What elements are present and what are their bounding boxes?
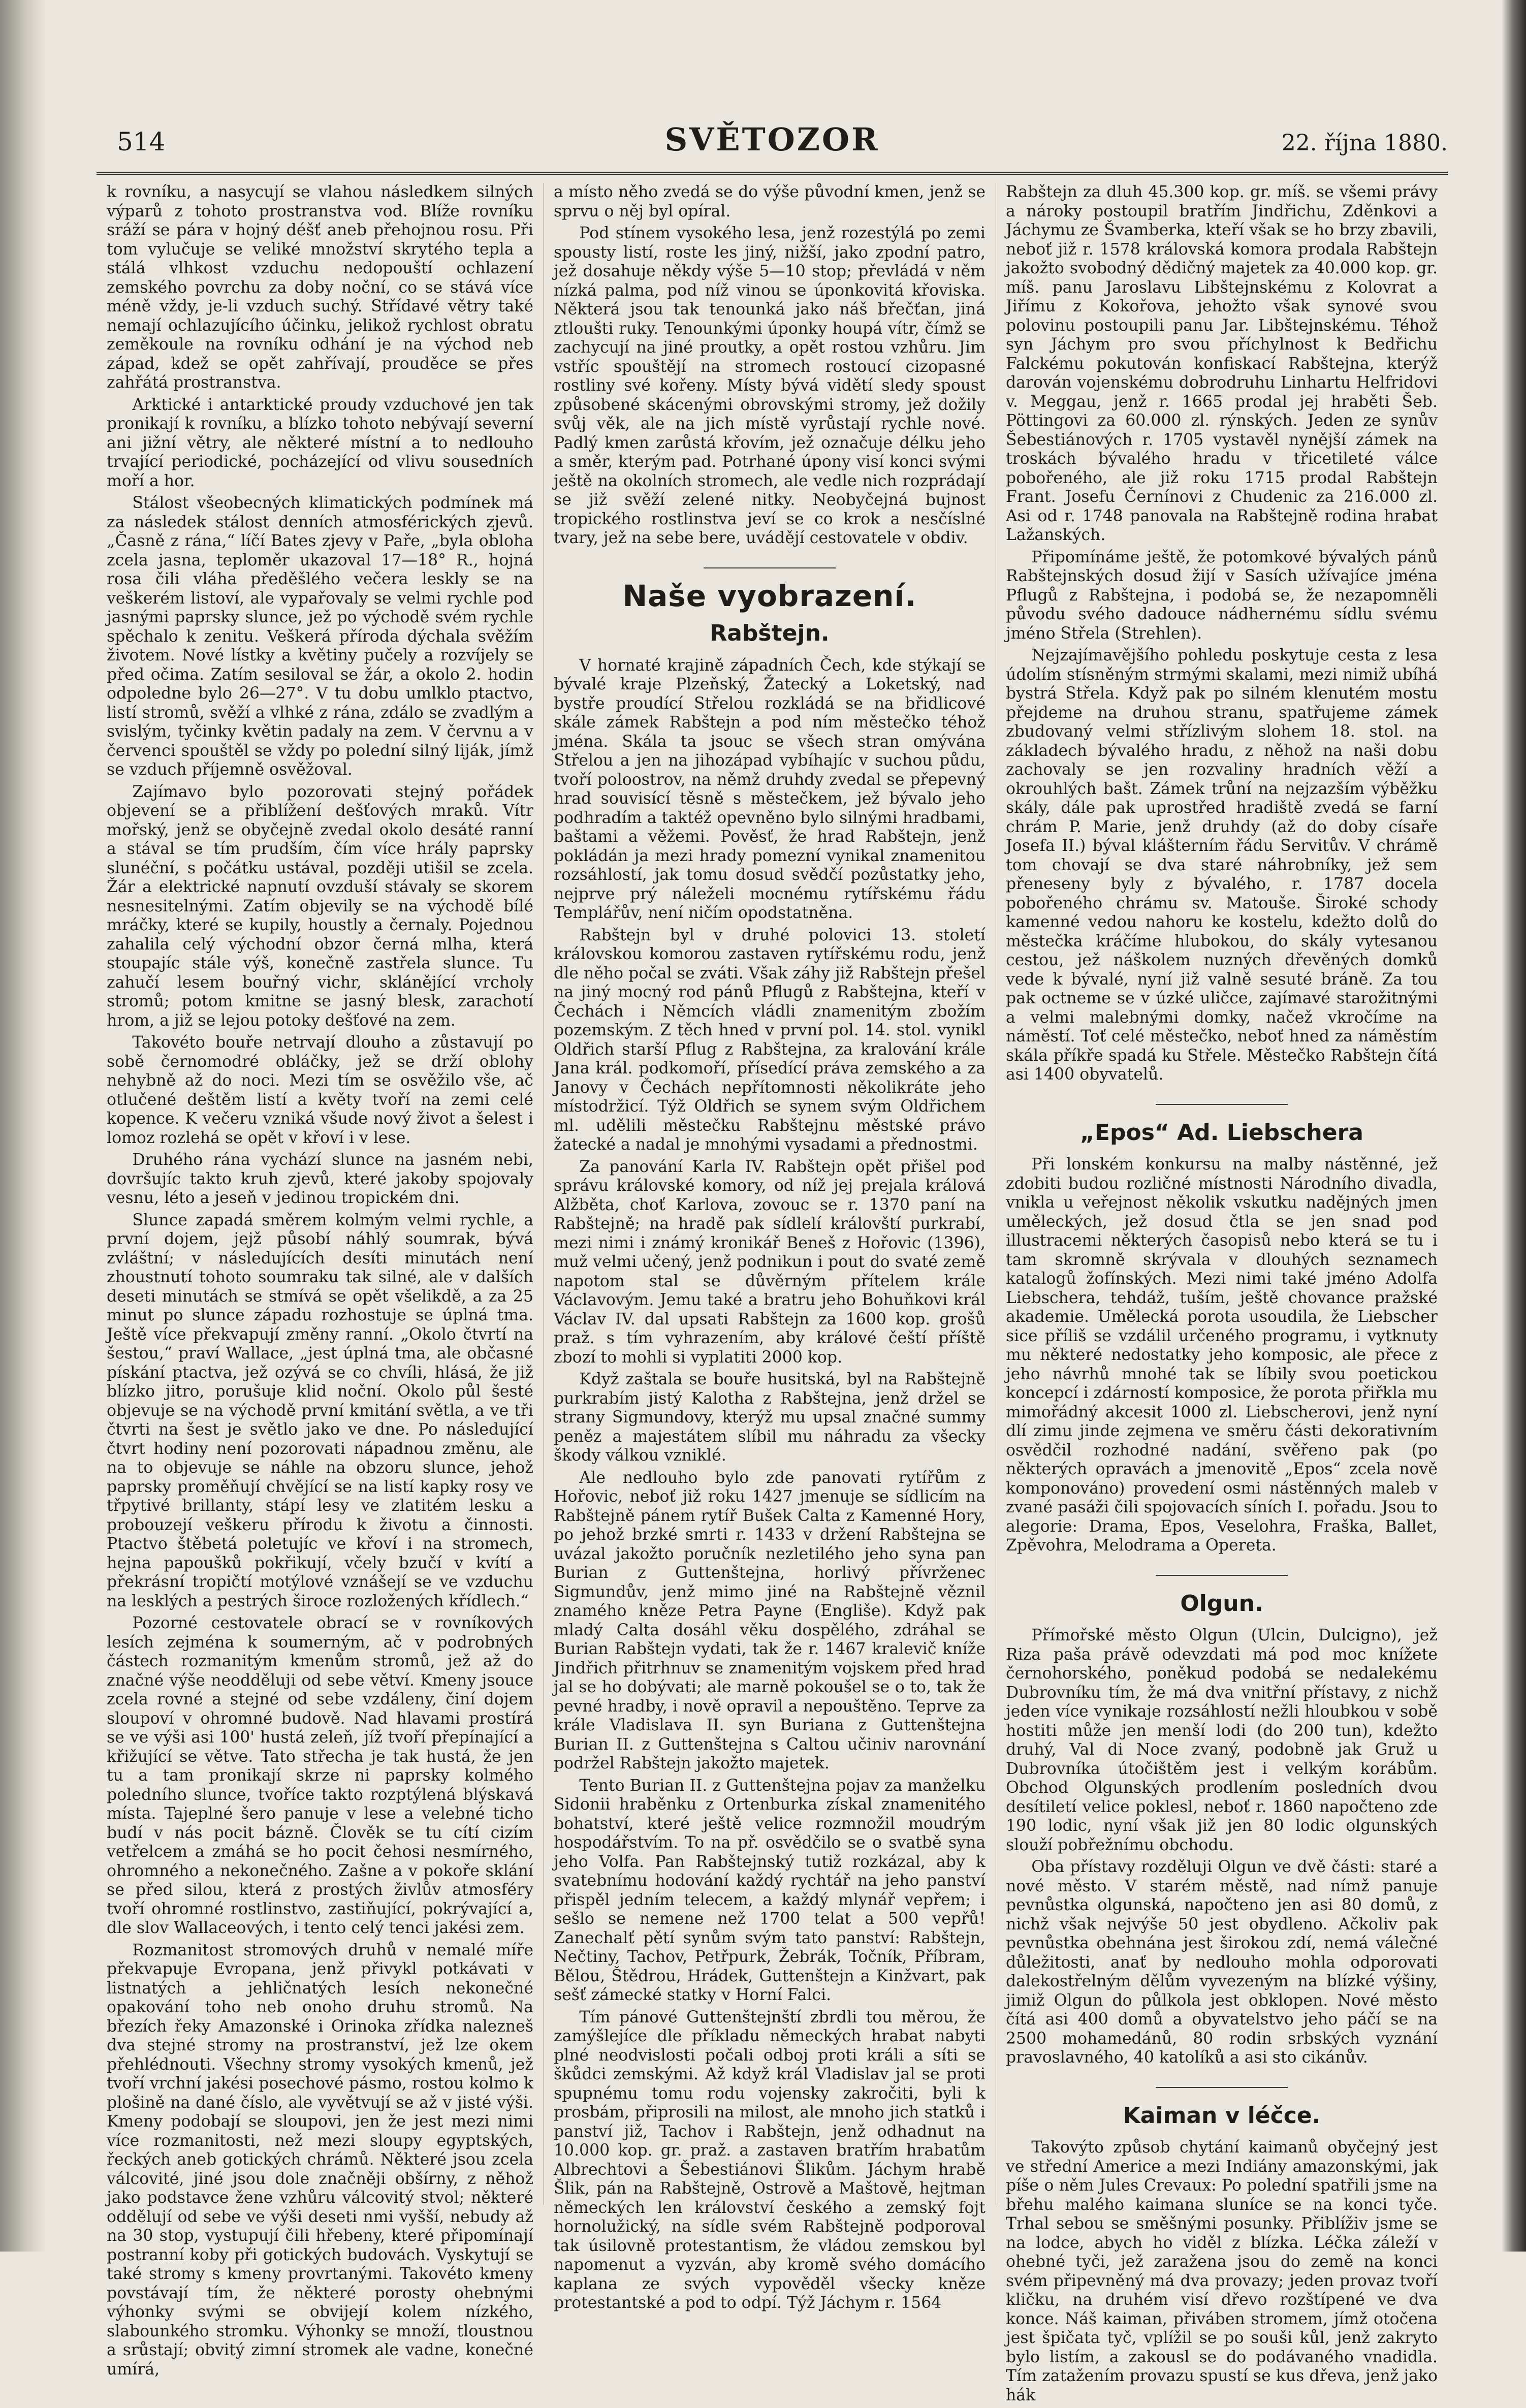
page-number: 514 xyxy=(117,127,166,156)
paragraph: Rabštejn byl v druhé polovici 13. století královskou komorou zastaven rytířskému rodu, jenž dle něho počal se zváti. Však záhy již Rabštejn přešel na jiný mocný rod pánů Pflugů z Rabštejna, kteří v Čechách i Němcích vládli znamenitým zbožím pozemským. Z těch hned v první pol. 14. stol. vynikl Oldřich starší Pflug z Rabštejna, za kralování krále Jana král. podkomoří, přísedící práva zemského a za Janovy v Čechách nepřítomnosti několikráte jeho místodržicí. Týž Oldřich se synem svým Oldřichem ml. udělili městečku Rabštejnu městské právo žatecké a nadal je mnohými vysadami a přednostmi. xyxy=(554,926,985,1154)
section-separator xyxy=(1156,1575,1288,1576)
paragraph: Pozorné cestovatele obrací se v rovníkových lesích zejména k soumerným, ač v podrobných částech rozmanitým kmenům stromů, jež až do značné výše neodděluji od sebe větví. Kmeny jsouce zcela rovné a stejné od sebe vzdáleny, činí dojem sloupoví v ohromné budově. Nad hlavami prostírá se ve výši asi 100' hustá zeleň, jíž tvoří přepínající a křižující se větve. Tato střecha je tak hustá, že jen tu a tam pronikají skrze ni paprsky kolmého poledního slunce, tvoříce takto rozptýlená blýskavá místa. Tajeplné šero panuje v lese a velebné ticho budí v nás pocit bázně. Člověk se tu cítí cizím vetřelcem a zmáhá se ho pocit čehosi nesmírného, ohromného a nekonečného. Zašne a v pokoře sklání se před silou, která z prostých živlův atmosféry tvoří ohromné rostlinstvo, zastiňující, pokrývající a, dle slov Wallaceových, i tento celý tenci jakési zem. xyxy=(107,1614,533,1937)
column-1 xyxy=(107,183,533,2382)
paragraph: Slunce zapadá směrem kolmým velmi rychle, a první dojem, jejž působí náhlý soumrak, bývá zvláštní; v následujících desíti minutách není zhoustnutí tohoto soumraku tak silné, ale v dalších deseti minutách se stmívá se opět všelikdě, a za 25 minut po slunce západu rozhostuje se úplná tma. Ještě více překvapují změny ranní. „Okolo čtvrtí na šestou,“ praví Wallace, „jest úplná tma, ale občasné pískání ptactva, jež ozývá se co chvíli, hlásá, že již blízko jitro, porušuje klid noční. Okolo půl šesté objevuje se na východě první kmitání světla, a ve tři čtvrti na šest je světlo jako ve dne. Po následující čtvrt hodiny není pozorovati nápadnou změnu, ale na to objevuje se náhle na obzoru slunce, jehož paprsky proměňují chvějící se na listí kapky rosy ve třpytivé brillanty, stápí lesy ve zlatitém lesku a probouzejí veškeru přírodu k životu a činnosti. Ptactvo štěbetá poletujíc ve křoví i na stromech, hejna papoušků pokřikují, včely bzučí v kvítí a překrásní tropičtí motýlové vznášejí se ve vzduchu na lesklých a pestrých široce rozložených křídlech.“ xyxy=(107,1211,533,1610)
column-3 xyxy=(1006,183,1438,2408)
paragraph: Takovýto způsob chytání kaimanů obyčejný jest ve střední Americe a mezi Indiány amazonskými, jak píše o něm Jules Crevaux: Po polední spatřili jsme na břehu malého kaimana sluníce se na konci tyče. Trhal sebou se směšnými posunky. Přiblíživ jsme se na lodce, abych ho viděl z blízka. Léčka záleží v ohebné tyči, jež zaražena jsou do země na konci svém připevněný má dva provazy; jeden provaz tvoří kličku, na druhém visí dřevo rozštípené ve dva konce. Náš kaiman, přiváben stromem, jímž otočena jest špičata tyč, vplížil se po souši kůl, jenž zakryto bylo listím, a zakousl se do podávaného vnadidla. Tím zatažením provazu spustí se kus dřeva, jenž jako hák xyxy=(1006,2138,1438,2404)
paragraph: k rovníku, a nasycují se vlahou následkem silných výparů z tohoto prostranstva vod. Blíže rovníku sráží se pára v hojný déšť aneb přehojnou rosu. Při tom vylučuje se veliké množství skrytého tepla a stálá vlhkost vzduchu nedopouští ochlazení zemského povrchu za doby noční, co se stává více méně vždy, je-li vzduch suchý. Střídavé větry také nemají ochlazujícího účinku, jelikož rychlost obratu zeměkoule na rovníku odhání je na východ neb západ, kdež se opět zahřívají, prouděce se přes zahřátá prostranstva. xyxy=(107,183,533,392)
article-title-olgun: Olgun. xyxy=(1180,1590,1263,1617)
newspaper-page xyxy=(86,76,1458,2404)
paragraph: Arktické i antarktické proudy vzduchové jen tak pronikají k rovníku, a blízko tohoto nebývají severní ani jižní větry, ale některé místní a to nedlouho trvající periodické, pocházející od vlivu sousedních moří a hor. xyxy=(107,395,533,490)
column-2 xyxy=(554,183,985,2316)
paragraph: Ale nedlouho bylo zde panovati rytířům z Hořovic, neboť již roku 1427 jmenuje se sídlicím na Rabštejně pánem rytíř Bušek Calta z Kamenné Hory, po jehož brzké smrti r. 1433 v držení Rabštejna se uvázal jakožto poručník nezletilého jeho syna pan Burian z Guttenštejna, horlivý přívrženec Sigmundův, jenž mimo jiné na Rabštejně věznil znamého kněze Petra Payne (Engliše). Když pak mladý Calta dosáhl věku dospělého, zdráhal se Burian Rabštejn vydati, tak že r. 1467 kralevič kníže Jindřich přitrhnuv se znamenitým vojskem před hrad jal se ho dobývati; ale marně pokoušel se o to, tak že pevné hradby, i nově opravil a nepouštěno. Teprve za krále Vladislava II. syn Buriana z Guttenštejna Burian II. z Guttenštejna s Caltou učiniv narovnání podržel Rabštejn jakožto majetek. xyxy=(554,1468,985,1772)
scan-right-margin xyxy=(1502,0,1526,2252)
header-rule xyxy=(97,172,1448,175)
section-separator xyxy=(1156,2087,1288,2088)
paragraph: Zajímavo bylo pozorovati stejný pořádek objevení se a přiblížení dešťových mraků. Vítr mořský, jenž se obyčejně zvedal okolo desáté ranní a stával se tím prudším, čím více hrály paprsky slunéční, s počátku ustával, později utišil se zcela. Žár a elektrické napnutí ovzduší stávaly se skorem nesnesitelnými. Zatím objevily se na východě bílé mráčky, které se kupily, houstly a černaly. Pojednou zahalila celý východní obzor černá mlha, která stoupajíc stále výš, konečně zastřela slunce. Tu zahučí lesem bouřný vichr, sklánějící vrcholy stromů; potom kmitne se jasný blesk, zarachotí hrom, a již se lejou potoky dešťové na zem. xyxy=(107,782,533,1030)
article-title-kaiman: Kaiman v léčce. xyxy=(1123,2102,1321,2129)
paragraph: Tento Burian II. z Guttenštejna pojav za manželku Sidonii hraběnku z Ortenburka získal znamenitého bohatství, které ještě velice rozmnožil moudrým hospodářstvím. To na př. osvědčilo se o svatbě syna jeho Volfa. Pan Rabštejnský tutiž rozkázal, aby k svatebnímu hodování každý rychtář na jeho panství přispěl jedním telecem, a každý mlynář vepřem; i sešlo se nemene než 1700 telat a 500 vepřů! Zanechalť pětí synům svým tato panství: Rabštejn, Nečtiny, Tachov, Petřpurk, Žebrák, Točník, Příbram, Bělou, Štědrou, Hrádek, Guttenštejn a Kinžvart, pak sešť zámecké statky v Horní Falci. xyxy=(554,1776,985,2004)
paragraph: Takovéto bouře netrvají dlouho a zůstavují po sobě černomodré obláčky, jež se drží oblohy nehybně až do noci. Mezi tím se osvěžilo vše, ač otlučené deštěm listí a květy tvoří na zemi celé kopence. K večeru vzniká všude nový život a šelest i lomoz rozlehá se opět v křoví i v lese. xyxy=(107,1033,533,1147)
paragraph: Připomínáme ještě, že potomkové bývalých pánů Rabštejnských dosud žijí v Sasích užívajíce jména Pflugů z Rabštejna, i podobá se, že nezapomněli původu svého dadouce nádhernému sídlu svému jméno Střela (Strehlen). xyxy=(1006,548,1438,643)
scan-left-margin xyxy=(0,0,46,2252)
paragraph: Pod stínem vysokého lesa, jenž rozestýlá po zemi spousty listí, roste les jiný, nižší, jako zpodní patro, jež dosahuje někdy výše 5—10 stop; převládá v něm nízká palma, pod níž vinou se úponkovitá křoviska. Některá jsou tak tenounká jako náš břečťan, jiná ztloušti ruky. Tenounkými úponky houpá vítr, čímž se zachycují na jiné proutky, a opět rostou vzhůru. Jim vstříc spouštějí na stromech rostoucí cizopasné rostliny své kořeny. Místy bývá vidětí sledy spoust způsobené skácenými obrovskými stromy, jež dožily svůj věk, ale na jich místě vyrůstají rychle nové. Padlý kmen zarůstá křovím, jež označuje délku jeho a směr, kterým pad. Potrhané úpony visí konci svými ještě na okolních stromech, ale vedle nich rozprádají se již svěží zelené nitky. Neobyčejná bujnost tropického rostlinstva jeví se co krok a nesčíslné tvary, jež na sebe bere, uvádějí cestovatele v obdiv. xyxy=(554,224,985,547)
paragraph: Tím pánové Guttenštejnští zbrdli tou měrou, že zamýšlejíce dle příkladu německých hrabat nabyti plné neodvislosti počali odboj proti králi a síti se škůdci zemskými. Až když král Vladislav jal se proti spupnému tomu rodu vojensky zakročiti, byli k prosbám, připrosili na milost, ale mnoho jich statků i panství již, Tachov i Rabštejn, jenž odhadnut na 10.000 kop. gr. praž. a zastaven bratřím hrabatům Albrechtovi a Šebestiánovi Šlikům. Jáchym hrabě Šlik, pán na Rabštejně, Ostrově a Maštově, hejtman německých len království českého a zemský fojt hornolužický, na sídle svém Rabštejně podporoval tak úsilovně protestantism, že vládou zemskou byl napomenut a vyzván, aby kromě svého domácího kaplana ze svých vypověděl všecky kněze protestantské a pod to odpí. Týž Jáchym r. 1564 xyxy=(554,2008,985,2312)
page-header xyxy=(86,117,1458,173)
masthead-title: SVĚTOZOR xyxy=(664,121,880,158)
paragraph: Druhého rána vychází slunce na jasném nebi, dovršujíc takto kruh zjevů, které jakoby spojovaly vesnu, léto a jeseň v jedinou tropickém dni. xyxy=(107,1151,533,1207)
paragraph: a místo něho zvedá se do výše původní kmen, jenž se sprvu o něj byl opíral. xyxy=(554,183,985,220)
article-title-rabstejn: Rabštejn. xyxy=(710,620,830,646)
paragraph: Oba přístavy rozděluji Olgun ve dvě části: staré a nové město. V starém městě, nad nímž panuje pevnůstka olgunská, napočteno jen asi 80 domů, z nichž však nejvýše 50 jest obydleno. Ačkoliv pak pevnůstka obehnána jest širokou zdí, nemá válečné důležitosti, anať by nedlouho mohla odporovati dalekostřelným dělům vyvezeným na blízké výšiny, jimiž Olgun do půlkola jest obklopen. Nové město čítá asi 400 domů a obyvatelstvo jeho páčí se na 2500 mohamedánů, 80 rodin srbských vyznání pravoslavného, 40 katolíků a asi sto cikánův. xyxy=(1006,1858,1438,2067)
section-separator xyxy=(704,567,836,568)
paragraph: Když zaštala se bouře husitská, byl na Rabštejně purkrabím jistý Kalotha z Rabštejna, jenž držel se strany Sigmundovy, kterýž mu upsal značné summy peněz a majestátem slíbil mu náhradu za všecky škody válkou vzniklé. xyxy=(554,1370,985,1465)
paragraph: V hornaté krajině západních Čech, kde stýkají se bývalé kraje Plzeňský, Žatecký a Loketský, nad bystře proudící Střelou rozkládá se na břidlicové skále zámek Rabštejn a pod ním městečko téhož jména. Skála ta jsouc se všech stran omývána Střelou a jen na jihozápad vybíhajíc v suchou půdu, tvoří poloostrov, na němž druhdy zvedal se přepevný hrad souvisící těsně s městečkem, jež bývalo jeho podhradím a taktéž opevněno bylo silnými hradbami, baštami a věžemi. Pověsť, že hrad Rabštejn, jenž pokládán ja mezi hrady pomezní vynikal znamenitou rozsáhlostí, jak tomu dosud svědčí pozůstatky jeho, nejprve prý náleželi mocnému rytířskému řádu Templářův, není ničím opodstatněna. xyxy=(554,656,985,922)
paragraph: Za panování Karla IV. Rabštejn opět přišel pod správu královské komory, od níž jej prejala králová Alžběta, choť Karlova, zovouc se r. 1370 paní na Rabštejně; na hradě pak sídlelí královští purkrabí, mezi nimi i známý kronikář Beneš z Hořovic (1396), muž velmi učený, jenž podnikun i pout do svaté země napotom stal se důvěrným přítelem krále Václavovým. Jemu také a bratru jeho Bohuňkovi král Václav IV. dal upsati Rabštejn za 1600 kop. grošů praž. s tím vyhrazením, aby králové čeští příště zbozí to mohli si vyplatiti 2000 kop. xyxy=(554,1157,985,1367)
paragraph: Přímořské město Olgun (Ulcin, Dulcigno), jež Riza paša právě odevzdati má pod moc knížete černohorského, poněkud podobá se nedalekému Dubrovníku tím, že má dva vnitřní přístavy, z nichž jeden více vynikaje rozsáhlostí nežli hloubkou v sobě hostiti může jen menší lodi (do 200 tun), kdežto druhý, Val di Noce zvaný, podobně jak Gruž u Dubrovníka útočištěm jest i velkým korábům. Obchod Olgunských prodlením posledních dvou desítiletí velice poklesl, neboť r. 1860 napočteno zde 190 lodic, nyní však již jen 80 lodic olgunských slouží pobřežnímu obchodu. xyxy=(1006,1626,1438,1854)
section-separator xyxy=(1156,1104,1288,1105)
section-heading: Naše vyobrazení. xyxy=(622,578,917,613)
article-title-epos: „Epos“ Ad. Liebschera xyxy=(1080,1119,1363,1146)
paragraph: Stálost všeobecných klimatických podmínek má za následek stálost denních atmosférických zjevů. „Časně z rána,“ líčí Bates zjevy v Paře, „byla obloha zcela jasna, teploměr ukazoval 17—18° R., hojná rosa čili vláha předěšlého večera leskly se na veškerém listoví, ale vypařovaly se velmi rychle pod jasnými paprsky slunce, jež po východě svém rychle spěchalo k zenitu. Veškerá příroda dýchala svěžím životem. Nové lístky a květiny pučely a rozvíjely se před očima. Zatím sesiloval se žár, a okolo 2. hodin odpoledne bylo 26—27°. V tu dobu umlklo ptactvo, listí stromů, svěží a vlhké z rána, zdálo se zvadlým a svislým, tyčinky květin padaly na zem. V červnu a v červenci spouštěl se vždy po polední silný liják, jímž se vzduch příjemně osvěžoval. xyxy=(107,494,533,779)
issue-date: 22. října 1880. xyxy=(1281,130,1448,156)
paragraph: Nejzajímavějšího pohledu poskytuje cesta z lesa údolím stísněným strmými skalami, mezi nimiž ubíhá bystrá Střela. Když pak po silném klenutém mostu přejdeme na druhou stranu, spatřujeme zámek zbudovaný velmi střízlivým slohem 18. stol. na základech bývalého hradu, z něhož na naši dobu zachovaly se jen rozvaliny hradních věží a okrouhlých bašt. Zámek trůní na nejzazším výběžku skály, dále pak uprostřed hradiště zvedá se farní chrám P. Marie, jenž druhdy (až do doby císaře Josefa II.) býval klášterním řádu Servitův. V chrámě tom chovají se dva staré náhrobníky, jež sem přeneseny byly z bývalého, r. 1787 docela pobořeného chrámu sv. Matouše. Široké schody kamenné vedou nahoru ke kostelu, kdežto dolů do městečka kráčíme hlubokou, do skály vytesanou cestou, jež náškolem nuzných dřevěných domků vede k bývalé, nyní již valně sesuté bráně. Za tou pak octneme se v úzké uličce, zajímavé starožitnými a velmi malebnými domky, načež vkročíme na náměstí. Toť celé městečko, neboť hned za náměstím skála příkře spadá ku Střele. Městečko Rabštejn čítá asi 1400 obyvatelů. xyxy=(1006,646,1438,1084)
paragraph: Při lonském konkursu na malby nástěnné, jež zdobiti budou rozličné místnosti Národního divadla, vnikla u veřejnost několik vskutku nadějných jmen uměleckých, jež dosud čtla se jen snad pod illustracemi některých časopisů nebo která se tu i tam skromně skrývala v dlouhých seznamech katalogů žofínských. Mezi nimi také jméno Adolfa Liebschera, tehdáž, tuším, ještě chovance pražské akademie. Umělecká porota usoudila, že Liebscher sice příliš se vzdálil určeného programu, i vytknuty mu některé nedostatky jeho komposic, ale přece z jeho návrhů mnohé tak se líbily svou poetickou koncepcí i zdárností komposice, že porota přiřkla mu mimořádný akcesit 1000 zl. Liebscherovi, jenž nyní dlí zimu jinde zejmena ve směru části dekorativním osvědčil rozhodné nadání, svěřeno pak (po některých opravách a jmenovitě „Epos“ zcela nově komponováno) provedení osmi nástěnných maleb v zvané pasáži čili spojovacích síních I. pořadu. Jsou to alegorie: Drama, Epos, Veselohra, Fraška, Ballet, Zpěvohra, Melodrama a Opereta. xyxy=(1006,1155,1438,1555)
paragraph: Rozmanitost stromových druhů v nemalé míře překvapuje Evropana, jenž přivykl potkávati v listnatých a jehličnatých lesích nekonečné opakování toho neb onoho druhu stromů. Na březích řeky Amazonské i Orinoka zřídka nalezneš dva stejné stromy na prostranství, jež lze okem přehlédnouti. Všechny stromy vysokých kmenů, jež tvoří vrchní jakési posechové pásmo, rostou kolmo k plošině na dané číslo, ale vyvětvují se až v jisté výši. Kmeny podobají se sloupovi, jen že jest mezi nimi více rozmanitosti, než mezi sloupy egyptských, řeckých aneb gotických chrámů. Některé jsou zcela válcovité, jiné jsou dole značněji obšírny, z něhož jako podstavce žene vzhůru válcovitý stvol; některé oddělují od sebe ve výši deseti nmi vyšší, nebudy až na 30 stop, vystupují čili hřebeny, které připomínají postranní koby při gotických budovách. Vyskytují se také stromy s kmeny provrtanými. Takovéto kmeny povstávají tím, že některé porosty ohebnými výhonky svými se obvijejí kolem nízkého, slabounkého stromku. Výhonky se množí, tloustnou a srůstají; obvitý zimní stromek ale vadne, konečné umírá, xyxy=(107,1941,533,2379)
paragraph: Rabštejn za dluh 45.300 kop. gr. míš. se všemi právy a nároky postoupil bratřím Jindřichu, Zděnkovi a Jáchymu ze Švamberka, kteří však se ho brzy zbavili, neboť již r. 1578 královská komora prodala Rabštejn jakožto svobodný dědičný majetek za 40.000 kop. gr. míš. panu Jaroslavu Libštejnskému z Kolovrat a Jiřímu z Kokořova, jehožto však synové svou polovinu postoupili panu Jar. Libštejnskému. Téhož syn Jáchym pro svou příchylnost k Bedřichu Falckému pokutován konfiskací Rabštejna, kterýž darován vojenskému dobrodruhu Linhartu Helfridovi v. Meggau, jenž r. 1665 prodal jej hraběti Šeb. Pöttingovi za 60.000 zl. rýnských. Jeden ze synův Šebestiánových r. 1705 vystavěl nynější zámek na troskách bývalého hradu v třicetileté válce pobořeného, ale již roku 1715 prodal Rabštejn Frant. Josefu Černínovi z Chudenic za 216.000 zl. Asi od r. 1748 panovala na Rabštejně rodina hrabat Lažanských. xyxy=(1006,183,1438,544)
